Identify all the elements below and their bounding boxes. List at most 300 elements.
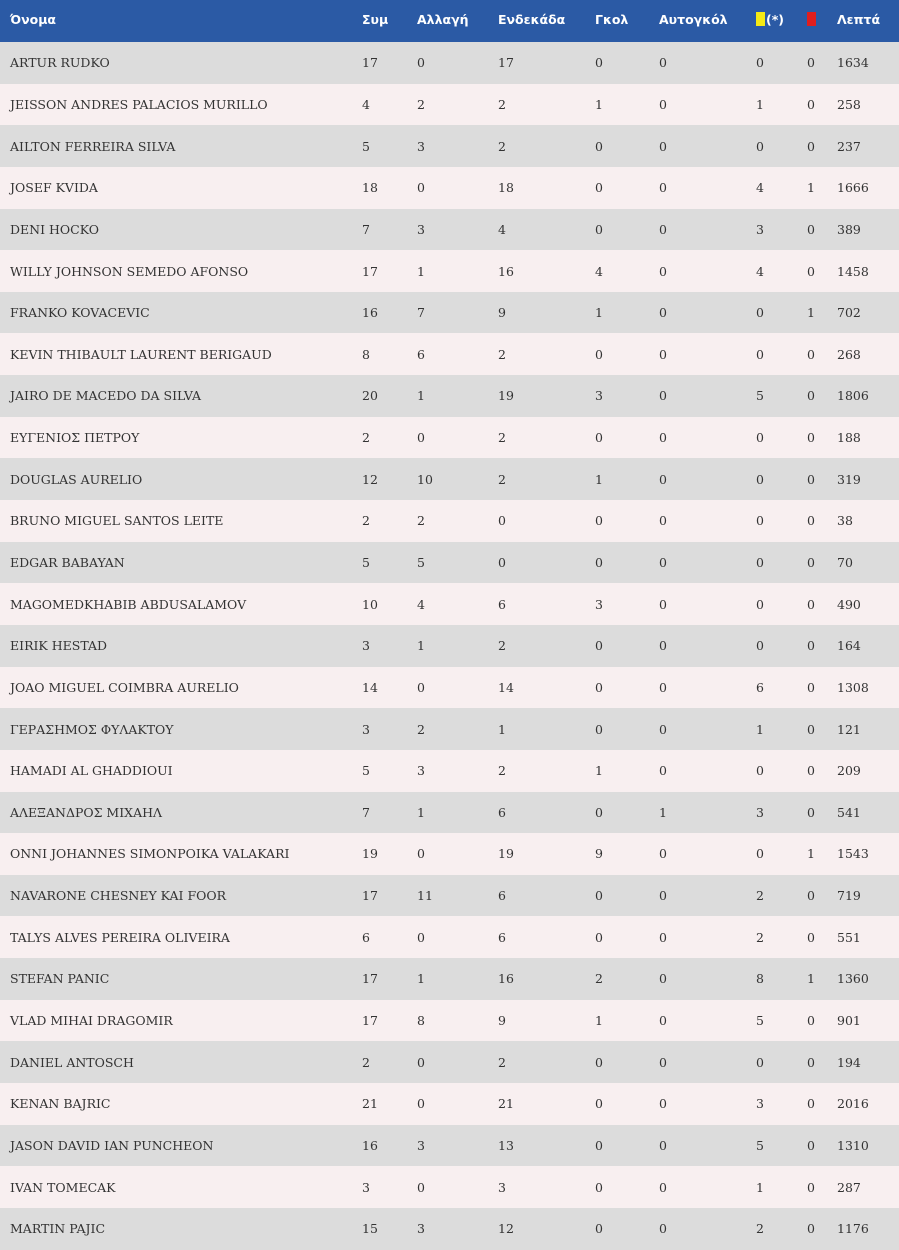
starting-cell: 0 (498, 513, 506, 529)
own-goals-cell: 0 (659, 55, 667, 71)
sub-cell: 10 (417, 471, 433, 487)
red-cards-cell: 1 (807, 846, 815, 862)
own-goals-cell: 0 (659, 346, 667, 362)
player-name[interactable]: ARTUR RUDKO (10, 55, 110, 71)
sub-cell: 6 (417, 346, 425, 362)
yellow-cards-cell: 4 (756, 180, 764, 196)
sub-cell: 1 (417, 388, 425, 404)
minutes-cell: 1176 (837, 1221, 869, 1237)
player-name[interactable]: ONNI JOHANNES SIMONPOIKA VALAKARI (10, 846, 290, 862)
minutes-cell: 719 (837, 888, 861, 904)
apps-cell: 18 (362, 180, 378, 196)
apps-cell: 17 (362, 55, 378, 71)
player-name[interactable]: KEVIN THIBAULT LAURENT BERIGAUD (10, 346, 272, 362)
starting-cell: 2 (498, 638, 506, 654)
header-name[interactable]: Όνομα (10, 11, 57, 27)
starting-cell: 2 (498, 346, 506, 362)
minutes-cell: 1458 (837, 263, 869, 279)
sub-cell: 3 (417, 763, 425, 779)
red-cards-cell: 0 (807, 221, 815, 237)
goals-cell: 0 (595, 1054, 603, 1070)
starting-cell: 2 (498, 763, 506, 779)
own-goals-cell: 0 (659, 555, 667, 570)
table-row (0, 333, 899, 375)
red-cards-cell: 0 (807, 513, 815, 529)
red-card-icon (807, 12, 816, 26)
table-row (0, 292, 899, 334)
goals-cell: 0 (595, 929, 603, 945)
own-goals-cell: 1 (659, 804, 667, 820)
player-name[interactable]: DANIEL ANTOSCH (10, 1054, 134, 1070)
player-name[interactable]: EDGAR BABAYAN (10, 555, 125, 570)
minutes-cell: 188 (837, 430, 861, 446)
apps-cell: 16 (362, 1137, 378, 1153)
starting-cell: 2 (498, 96, 506, 112)
apps-cell: 3 (362, 721, 370, 737)
apps-cell: 3 (362, 638, 370, 654)
goals-cell: 0 (595, 1137, 603, 1153)
apps-cell: 20 (362, 388, 378, 404)
table-row (0, 583, 899, 625)
sub-cell: 1 (417, 971, 425, 987)
red-cards-cell: 1 (807, 305, 815, 321)
sub-cell: 0 (417, 929, 425, 945)
red-cards-cell: 0 (807, 763, 815, 779)
apps-cell: 2 (362, 430, 370, 446)
yellow-cards-cell: 0 (756, 846, 764, 862)
yellow-cards-cell: 0 (756, 305, 764, 321)
sub-cell: 0 (417, 679, 425, 695)
red-cards-cell: 0 (807, 1137, 815, 1153)
table-row (0, 375, 899, 417)
red-cards-cell: 1 (807, 180, 815, 196)
red-cards-cell: 0 (807, 55, 815, 71)
goals-cell: 0 (595, 1179, 603, 1195)
player-name[interactable]: VLAD MIHAI DRAGOMIR (10, 1013, 173, 1029)
sub-cell: 7 (417, 305, 425, 321)
goals-cell: 0 (595, 221, 603, 237)
yellow-cards-cell: 1 (756, 1179, 764, 1195)
apps-cell: 5 (362, 763, 370, 779)
header-apps[interactable]: Συμ (362, 11, 389, 27)
player-name[interactable]: DOUGLAS AURELIO (10, 471, 143, 487)
starting-cell: 14 (498, 679, 514, 695)
red-cards-cell: 0 (807, 721, 815, 737)
sub-cell: 0 (417, 1054, 425, 1070)
apps-cell: 3 (362, 1179, 370, 1195)
yellow-cards-cell: 0 (756, 1054, 764, 1070)
own-goals-cell: 0 (659, 763, 667, 779)
own-goals-cell: 0 (659, 888, 667, 904)
player-name[interactable]: DENI HOCKO (10, 221, 99, 237)
yellow-cards-cell: 5 (756, 1137, 764, 1153)
player-name[interactable]: JOSEF KVIDA (10, 180, 98, 196)
yellow-cards-cell: 0 (756, 763, 764, 779)
red-cards-cell: 0 (807, 1013, 815, 1029)
yellow-cards-cell: 0 (756, 55, 764, 71)
own-goals-cell: 0 (659, 471, 667, 487)
starting-cell: 18 (498, 180, 514, 196)
goals-cell: 0 (595, 888, 603, 904)
table-row (0, 84, 899, 126)
sub-cell: 0 (417, 55, 425, 71)
player-name[interactable]: NAVARONE CHESNEY KAI FOOR (10, 888, 227, 904)
apps-cell: 15 (362, 1221, 378, 1237)
yellow-cards-cell: 0 (756, 596, 764, 612)
apps-cell: 4 (362, 96, 370, 112)
apps-cell: 2 (362, 513, 370, 529)
own-goals-cell: 0 (659, 263, 667, 279)
goals-cell: 0 (595, 513, 603, 529)
starting-cell: 4 (498, 221, 506, 237)
red-cards-cell: 0 (807, 96, 815, 112)
own-goals-cell: 0 (659, 1013, 667, 1029)
player-name[interactable]: KENAN BAJRIC (10, 1096, 111, 1112)
minutes-cell: 490 (837, 596, 861, 612)
starting-cell: 12 (498, 1221, 514, 1237)
apps-cell: 2 (362, 1054, 370, 1070)
player-name[interactable]: WILLY JOHNSON SEMEDO AFONSO (10, 263, 249, 279)
apps-cell: 14 (362, 679, 378, 695)
apps-cell: 17 (362, 263, 378, 279)
goals-cell: 1 (595, 305, 603, 321)
table-row (0, 167, 899, 209)
table-row (0, 458, 899, 500)
goals-cell: 3 (595, 596, 603, 612)
sub-cell: 0 (417, 1096, 425, 1112)
minutes-cell: 287 (837, 1179, 861, 1195)
table-row (0, 417, 899, 459)
table-row (0, 667, 899, 709)
red-cards-cell: 0 (807, 263, 815, 279)
own-goals-cell: 0 (659, 388, 667, 404)
apps-cell: 8 (362, 346, 370, 362)
minutes-cell: 1308 (837, 679, 869, 695)
minutes-cell: 209 (837, 763, 861, 779)
goals-cell: 0 (595, 346, 603, 362)
apps-cell: 7 (362, 221, 370, 237)
minutes-cell: 2016 (837, 1096, 869, 1112)
player-name[interactable]: STEFAN PANIC (10, 971, 110, 987)
goals-cell: 0 (595, 555, 603, 570)
yellow-cards-cell: 6 (756, 679, 764, 695)
yellow-cards-cell: 0 (756, 138, 764, 154)
player-name[interactable]: JEISSON ANDRES PALACIOS MURILLO (10, 96, 268, 112)
starting-cell: 13 (498, 1137, 514, 1153)
yellow-suffix: (*) (766, 11, 784, 27)
sub-cell: 0 (417, 1179, 425, 1195)
table-row (0, 125, 899, 167)
sub-cell: 1 (417, 263, 425, 279)
yellow-cards-cell: 0 (756, 346, 764, 362)
player-name[interactable]: ΓΕΡΑΣΗΜΟΣ ΦΥΛΑΚΤΟΥ (10, 721, 174, 737)
red-cards-cell: 0 (807, 388, 815, 404)
red-cards-cell: 0 (807, 555, 815, 570)
minutes-cell: 1310 (837, 1137, 869, 1153)
minutes-cell: 258 (837, 96, 861, 112)
minutes-cell: 1666 (837, 180, 869, 196)
starting-cell: 6 (498, 888, 506, 904)
own-goals-cell: 0 (659, 96, 667, 112)
table-row (0, 1000, 899, 1042)
minutes-cell: 1360 (837, 971, 869, 987)
own-goals-cell: 0 (659, 1221, 667, 1237)
sub-cell: 4 (417, 596, 425, 612)
goals-cell: 0 (595, 1221, 603, 1237)
table-row (0, 750, 899, 792)
sub-cell: 2 (417, 96, 425, 112)
starting-cell: 17 (498, 55, 514, 71)
header-red-cards[interactable] (807, 0, 837, 42)
own-goals-cell: 0 (659, 138, 667, 154)
yellow-cards-cell: 3 (756, 221, 764, 237)
apps-cell: 5 (362, 138, 370, 154)
yellow-cards-cell: 1 (756, 721, 764, 737)
own-goals-cell: 0 (659, 513, 667, 529)
header-yellow-cards[interactable] (756, 0, 807, 42)
minutes-cell: 389 (837, 221, 861, 237)
starting-cell: 16 (498, 263, 514, 279)
own-goals-cell: 0 (659, 430, 667, 446)
own-goals-cell: 0 (659, 638, 667, 654)
apps-cell: 16 (362, 305, 378, 321)
header-sub[interactable]: Αλλαγή (417, 11, 469, 27)
sub-cell: 1 (417, 638, 425, 654)
table-row (0, 625, 899, 667)
table-row (0, 916, 899, 958)
goals-cell: 0 (595, 679, 603, 695)
apps-cell: 6 (362, 929, 370, 945)
yellow-cards-cell: 0 (756, 430, 764, 446)
apps-cell: 12 (362, 471, 378, 487)
starting-cell: 3 (498, 1179, 506, 1195)
starting-cell: 0 (498, 555, 506, 570)
own-goals-cell: 0 (659, 846, 667, 862)
minutes-cell: 702 (837, 305, 861, 321)
yellow-cards-cell: 5 (756, 1013, 764, 1029)
yellow-cards-cell: 5 (756, 388, 764, 404)
minutes-cell: 901 (837, 1013, 861, 1029)
table-row (0, 792, 899, 834)
player-name[interactable]: HAMADI AL GHADDIOUI (10, 763, 173, 779)
sub-cell: 3 (417, 221, 425, 237)
player-name[interactable]: BRUNO MIGUEL SANTOS LEITE (10, 513, 224, 529)
minutes-cell: 164 (837, 638, 861, 654)
goals-cell: 0 (595, 1096, 603, 1112)
table-row (0, 209, 899, 251)
player-name[interactable]: ΑΛΕΞΑΝΔΡΟΣ ΜΙΧΑΗΛ (10, 804, 163, 820)
minutes-cell: 541 (837, 804, 861, 820)
red-cards-cell: 0 (807, 888, 815, 904)
sub-cell: 2 (417, 721, 425, 737)
apps-cell: 7 (362, 804, 370, 820)
starting-cell: 2 (498, 138, 506, 154)
yellow-cards-cell: 0 (756, 471, 764, 487)
goals-cell: 2 (595, 971, 603, 987)
table-row (0, 542, 899, 584)
header-own-goals[interactable]: Αυτογκόλ (659, 11, 728, 27)
own-goals-cell: 0 (659, 1096, 667, 1112)
table-row (0, 958, 899, 1000)
table-row (0, 708, 899, 750)
sub-cell: 0 (417, 846, 425, 862)
player-name[interactable]: ΕΥΓΕΝΙΟΣ ΠΕΤΡΟΥ (10, 430, 140, 446)
yellow-card-icon (756, 12, 765, 26)
red-cards-cell: 0 (807, 471, 815, 487)
sub-cell: 3 (417, 1221, 425, 1237)
yellow-cards-cell: 2 (756, 888, 764, 904)
table-row (0, 833, 899, 875)
minutes-cell: 1806 (837, 388, 869, 404)
starting-cell: 21 (498, 1096, 514, 1112)
starting-cell: 2 (498, 430, 506, 446)
yellow-cards-cell: 3 (756, 804, 764, 820)
yellow-cards-cell: 0 (756, 555, 764, 570)
goals-cell: 0 (595, 721, 603, 737)
minutes-cell: 1543 (837, 846, 869, 862)
red-cards-cell: 0 (807, 346, 815, 362)
yellow-cards-cell: 2 (756, 929, 764, 945)
table-row (0, 1041, 899, 1083)
apps-cell: 17 (362, 971, 378, 987)
starting-cell: 2 (498, 471, 506, 487)
red-cards-cell: 1 (807, 971, 815, 987)
starting-cell: 19 (498, 388, 514, 404)
sub-cell: 3 (417, 138, 425, 154)
sub-cell: 1 (417, 804, 425, 820)
player-name[interactable]: FRANKO KOVACEVIC (10, 305, 150, 321)
player-name[interactable]: TALYS ALVES PEREIRA OLIVEIRA (10, 929, 230, 945)
header-minutes[interactable]: Λεπτά (837, 11, 881, 27)
yellow-cards-cell: 0 (756, 638, 764, 654)
minutes-cell: 194 (837, 1054, 861, 1070)
minutes-cell: 1634 (837, 55, 869, 71)
yellow-cards-cell: 8 (756, 971, 764, 987)
own-goals-cell: 0 (659, 679, 667, 695)
red-cards-cell: 0 (807, 138, 815, 154)
own-goals-cell: 0 (659, 1179, 667, 1195)
goals-cell: 3 (595, 388, 603, 404)
starting-cell: 1 (498, 721, 506, 737)
yellow-cards-cell: 1 (756, 96, 764, 112)
minutes-cell: 121 (837, 721, 861, 737)
minutes-cell: 319 (837, 471, 861, 487)
table-row (0, 42, 899, 84)
yellow-cards-cell: 0 (756, 513, 764, 529)
table-row (0, 1208, 899, 1250)
table-row (0, 1166, 899, 1208)
goals-cell: 0 (595, 804, 603, 820)
table-row (0, 500, 899, 542)
sub-cell: 3 (417, 1137, 425, 1153)
starting-cell: 19 (498, 846, 514, 862)
minutes-cell: 38 (837, 513, 853, 529)
red-cards-cell: 0 (807, 929, 815, 945)
sub-cell: 11 (417, 888, 433, 904)
apps-cell: 17 (362, 888, 378, 904)
table-row (0, 1083, 899, 1125)
starting-cell: 6 (498, 804, 506, 820)
red-cards-cell: 0 (807, 1054, 815, 1070)
sub-cell: 0 (417, 180, 425, 196)
minutes-cell: 237 (837, 138, 861, 154)
yellow-cards-cell: 4 (756, 263, 764, 279)
table-row (0, 250, 899, 292)
yellow-cards-cell: 2 (756, 1221, 764, 1237)
own-goals-cell: 0 (659, 971, 667, 987)
own-goals-cell: 0 (659, 1054, 667, 1070)
own-goals-cell: 0 (659, 221, 667, 237)
apps-cell: 17 (362, 1013, 378, 1029)
own-goals-cell: 0 (659, 180, 667, 196)
goals-cell: 0 (595, 638, 603, 654)
red-cards-cell: 0 (807, 638, 815, 654)
starting-cell: 16 (498, 971, 514, 987)
red-cards-cell: 0 (807, 679, 815, 695)
header-starting[interactable]: Ενδεκάδα (498, 11, 566, 27)
red-cards-cell: 0 (807, 596, 815, 612)
apps-cell: 21 (362, 1096, 378, 1112)
table-row (0, 875, 899, 917)
apps-cell: 10 (362, 596, 378, 612)
sub-cell: 2 (417, 513, 425, 529)
red-cards-cell: 0 (807, 1179, 815, 1195)
minutes-cell: 268 (837, 346, 861, 362)
starting-cell: 9 (498, 305, 506, 321)
player-name[interactable]: JOAO MIGUEL COIMBRA AURELIO (10, 679, 239, 695)
table-body (0, 42, 899, 1250)
player-name[interactable]: JASON DAVID IAN PUNCHEON (10, 1137, 214, 1153)
own-goals-cell: 0 (659, 1137, 667, 1153)
player-name[interactable]: IVAN TOMECAK (10, 1179, 116, 1195)
goals-cell: 0 (595, 138, 603, 154)
sub-cell: 8 (417, 1013, 425, 1029)
player-name[interactable]: JAIRO DE MACEDO DA SILVA (10, 388, 202, 404)
sub-cell: 0 (417, 430, 425, 446)
sub-cell: 5 (417, 555, 425, 570)
apps-cell: 5 (362, 555, 370, 570)
red-cards-cell: 0 (807, 804, 815, 820)
goals-cell: 4 (595, 263, 603, 279)
goals-cell: 1 (595, 1013, 603, 1029)
minutes-cell: 551 (837, 929, 861, 945)
goals-cell: 1 (595, 471, 603, 487)
red-cards-cell: 0 (807, 1221, 815, 1237)
minutes-cell: 70 (837, 555, 853, 570)
starting-cell: 2 (498, 1054, 506, 1070)
player-name[interactable]: AILTON FERREIRA SILVA (10, 138, 176, 154)
player-name[interactable]: MAGOMEDKHABIB ABDUSALAMOV (10, 596, 247, 612)
red-cards-cell: 0 (807, 1096, 815, 1112)
starting-cell: 6 (498, 596, 506, 612)
starting-cell: 6 (498, 929, 506, 945)
apps-cell: 19 (362, 846, 378, 862)
goals-cell: 0 (595, 430, 603, 446)
red-cards-cell: 0 (807, 430, 815, 446)
goals-cell: 1 (595, 763, 603, 779)
header-goals[interactable]: Γκολ (595, 11, 629, 27)
own-goals-cell: 0 (659, 721, 667, 737)
player-name[interactable]: MARTIN PAJIC (10, 1221, 106, 1237)
goals-cell: 9 (595, 846, 603, 862)
goals-cell: 0 (595, 180, 603, 196)
starting-cell: 9 (498, 1013, 506, 1029)
goals-cell: 0 (595, 55, 603, 71)
player-name[interactable]: EIRIK HESTAD (10, 638, 108, 654)
own-goals-cell: 0 (659, 929, 667, 945)
yellow-cards-cell: 3 (756, 1096, 764, 1112)
own-goals-cell: 0 (659, 596, 667, 612)
